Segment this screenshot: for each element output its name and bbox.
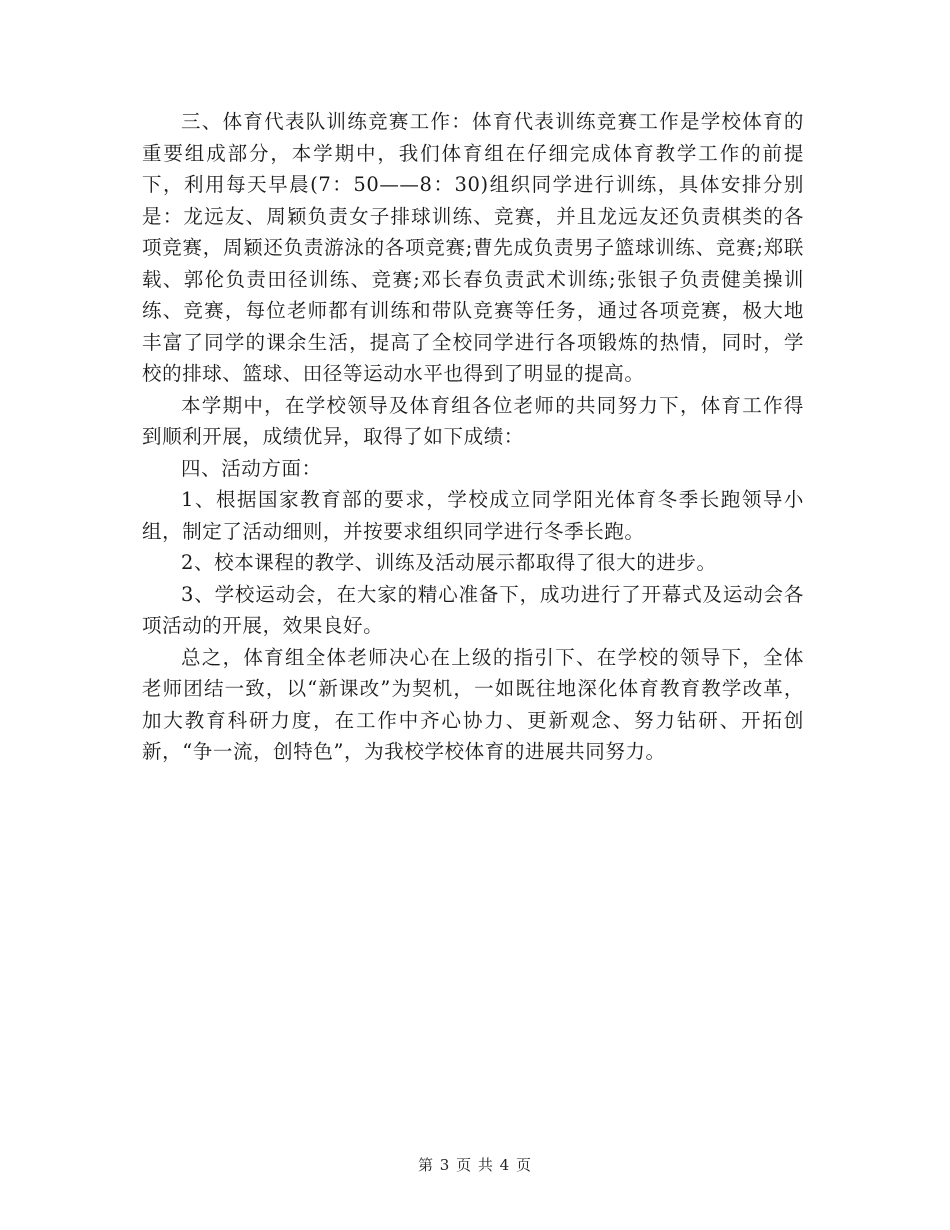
paragraph-activity-1: 1、根据国家教育部的要求，学校成立同学阳光体育冬季长跑领导小组，制定了活动细则，并按要求组织同学进行冬季长跑。 <box>142 488 804 543</box>
document-body <box>142 106 804 768</box>
paragraph-activity-3: 3、学校运动会，在大家的精心准备下，成功进行了开幕式及运动会各项活动的开展，效果良好。 <box>142 582 804 637</box>
paragraph-conclusion: 总之，体育组全体老师决心在上级的指引下、在学校的领导下，全体老师团结一致，以“新课改”为契机，一如既往地深化体育教育教学改革，加大教育科研力度，在工作中齐心协力、更新观念、努力钻研、开拓创新，“争一流，创特色”，为我校学校体育的进展共同努力。 <box>142 645 804 763</box>
paragraph-team-training: 三、体育代表队训练竞赛工作：体育代表训练竞赛工作是学校体育的重要组成部分，本学期中，我们体育组在仔细完成体育教学工作的前提下，利用每天早晨(7：50——8：30)组织同学进行训练，具体安排分别是：龙远友、周颖负责女子排球训练、竞赛，并且龙远友还负责棋类的各项竞赛，周颖还负责游泳的各项竞赛;曹先成负责男子篮球训练、竞赛;郑联载、郭伦负责田径训练、竞赛;邓长春负责武术训练;张银子负责健美操训练、竞赛，每位老师都有训练和带队竞赛等任务，通过各项竞赛，极大地丰富了同学的课余生活，提高了全校同学进行各项锻炼的热情，同时，学校的排球、篮球、田径等运动水平也得到了明显的提高。 <box>142 110 804 385</box>
paragraph-achievements-intro: 本学期中，在学校领导及体育组各位老师的共同努力下，体育工作得到顺利开展，成绩优异，取得了如下成绩： <box>142 393 804 448</box>
heading-activities: 四、活动方面： <box>181 456 322 480</box>
paragraph-activity-2: 2、校本课程的教学、训练及活动展示都取得了很大的进步。 <box>181 551 717 574</box>
page-number-footer: 第 3 页 共 4 页 <box>418 1156 532 1174</box>
